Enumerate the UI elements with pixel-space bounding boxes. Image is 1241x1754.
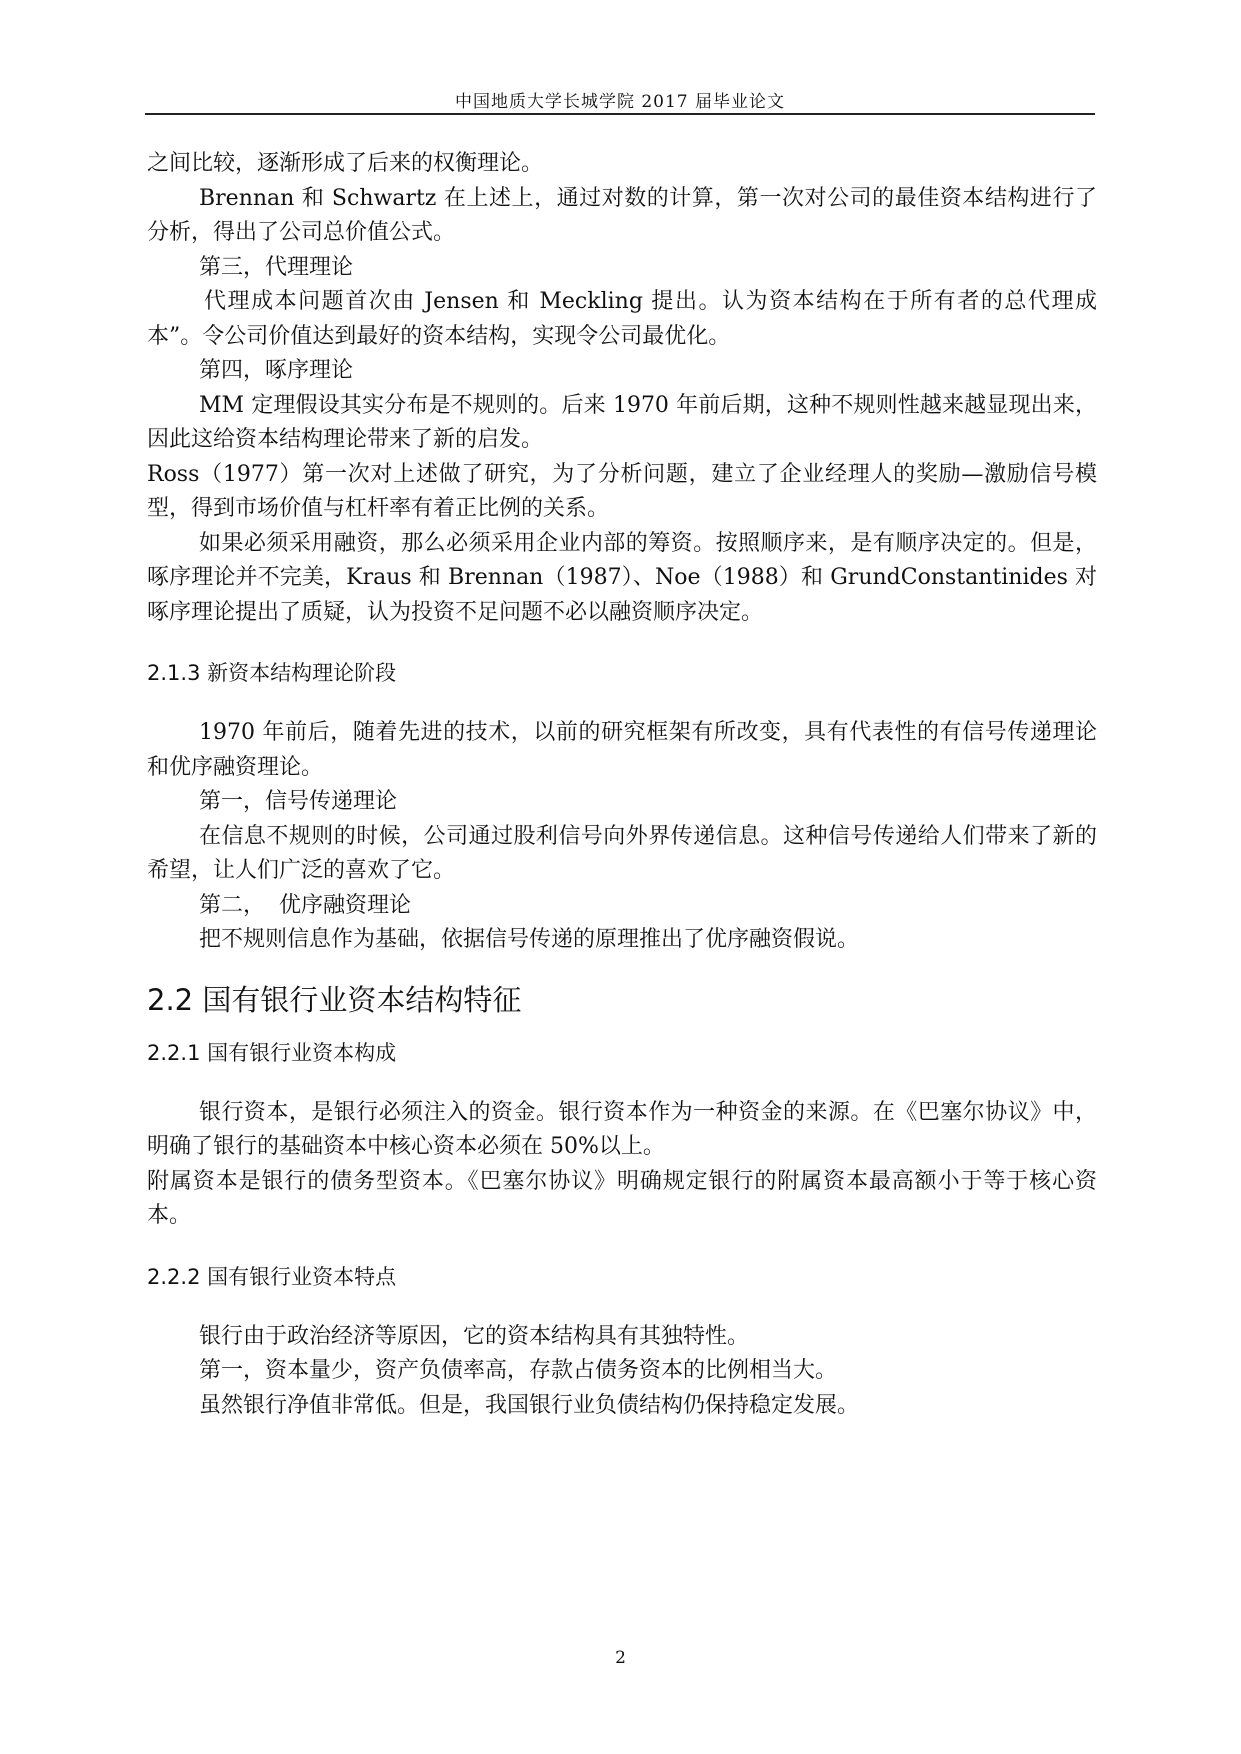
section-heading: 2.2.1 国有银行业资本构成 — [147, 1040, 397, 1065]
page-body — [147, 147, 1097, 1423]
body-paragraph: 第一，资本量少，资产负债率高，存款占债务资本的比例相当大。 — [199, 1358, 838, 1383]
body-paragraph: 把不规则信息作为基础，依据信号传递的原理推出了优序融资假说。 — [199, 927, 860, 952]
section-heading: 2.2.2 国有银行业资本特点 — [147, 1264, 397, 1289]
body-paragraph: Ross（1977）第一次对上述做了研究，为了分析问题，建立了企业经理人的奖励—激励信号模型，得到市场价值与杠杆率有着正比例的关系。 — [147, 461, 1097, 521]
subsection-label: 第三，代理理论 — [199, 254, 354, 280]
body-paragraph: 如果必须采用融资，那么必须采用企业内部的筹资。按照顺序来，是有顺序决定的。但是，啄序理论并不完美，Kraus 和 Brennan（1987）、Noe（1988）和 GrundConstantinides 对啄序理论提出了质疑，认为投资不足问题不必以融资顺序决定。 — [147, 530, 1097, 625]
body-paragraph: 附属资本是银行的债务型资本。《巴塞尔协议》明确规定银行的附属资本最高额小于等于核心资本。 — [147, 1168, 1097, 1228]
body-paragraph: 之间比较，逐渐形成了后来的权衡理论。 — [147, 151, 544, 176]
body-paragraph: 银行由于政治经济等原因，它的资本结构具有其独特性。 — [199, 1323, 750, 1349]
body-paragraph: 1970 年前后，随着先进的技术，以前的研究框架有所改变，具有代表性的有信号传递理论和优序融资理论。 — [147, 720, 1097, 780]
page-header: 中国地质大学长城学院 2017 届毕业论文 — [454, 92, 786, 112]
chapter-heading: 2.2 国有银行业资本结构特征 — [147, 982, 522, 1017]
body-paragraph: 虽然银行净值非常低。但是，我国银行业负债结构仍保持稳定发展。 — [199, 1392, 860, 1418]
body-paragraph: 代理成本问题首次由 Jensen 和 Meckling 提出。认为资本结构在于所有者的总代理成本”。令公司价值达到最好的资本结构，实现令公司最优化。 — [147, 289, 1097, 349]
body-paragraph: 在信息不规则的时候，公司通过股利信号向外界传递信息。这种信号传递给人们带来了新的希望，让人们广泛的喜欢了它。 — [147, 823, 1097, 883]
section-heading: 2.1.3 新资本结构理论阶段 — [147, 661, 397, 685]
body-paragraph: Brennan 和 Schwartz 在上述上，通过对数的计算，第一次对公司的最佳资本结构进行了分析，得出了公司总价值公式。 — [147, 185, 1097, 245]
subsection-label: 第二， 优序融资理论 — [199, 892, 411, 918]
body-paragraph: MM 定理假设其实分布是不规则的。后来 1970 年前后期，这种不规则性越来越显现出来，因此这给资本结构理论带来了新的启发。 — [147, 392, 1097, 452]
subsection-label: 第四，啄序理论 — [199, 358, 354, 383]
header-divider — [145, 113, 1095, 115]
subsection-label: 第一，信号传递理论 — [199, 789, 398, 814]
page-number: 2 — [615, 1648, 626, 1668]
body-paragraph: 银行资本，是银行必须注入的资金。银行资本作为一种资金的来源。在《巴塞尔协议》中，明确了银行的基础资本中核心资本必须在 50%以上。 — [147, 1099, 1097, 1159]
